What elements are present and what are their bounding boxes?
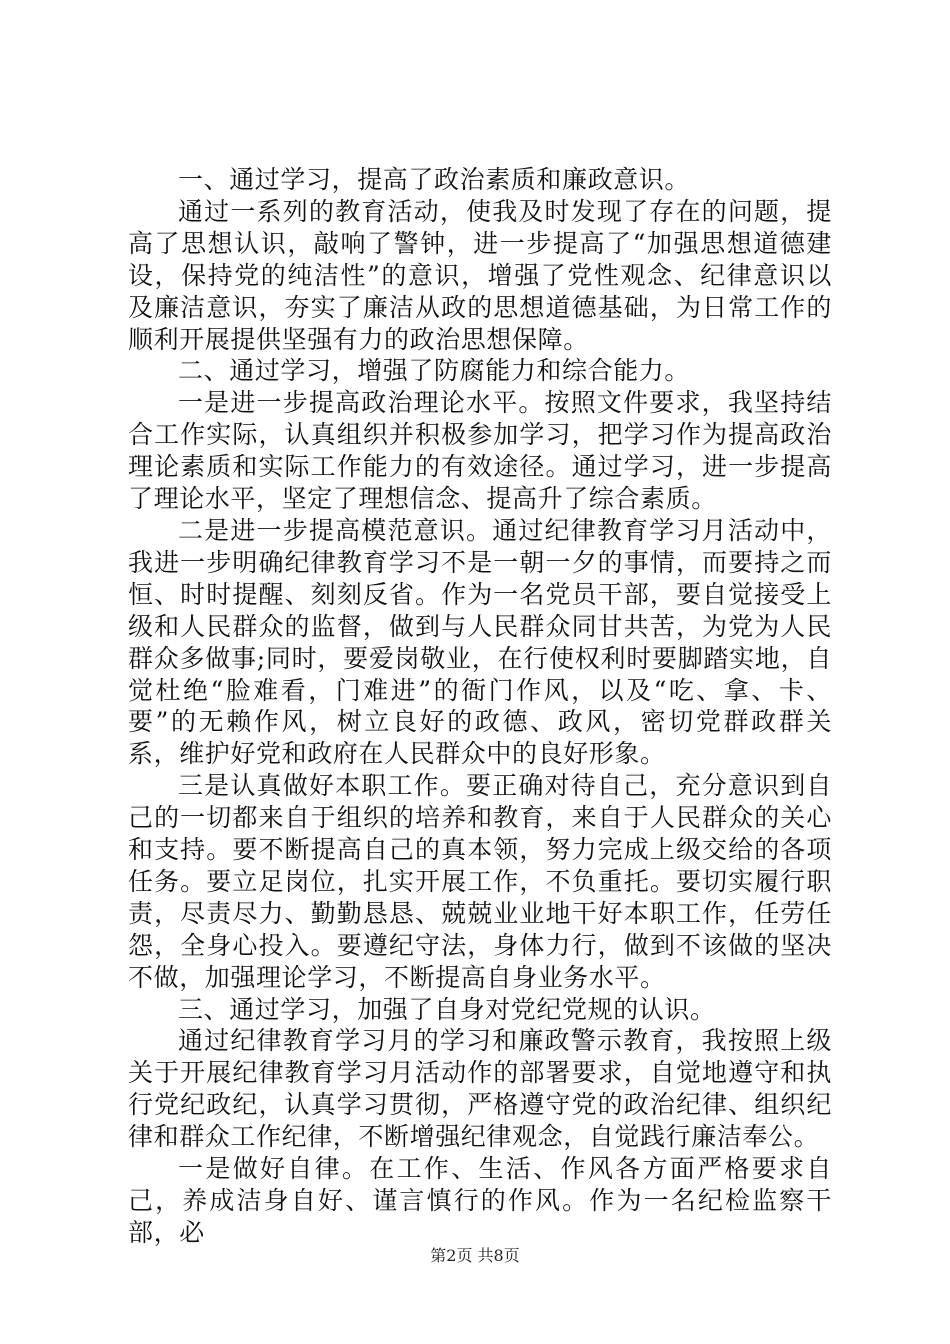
section-heading-3: 三、通过学习，加强了自身对党纪党规的认识。 [178,994,716,1024]
section-heading-1: 一、通过学习，提高了政治素质和廉政意识。 [178,165,691,194]
page-footer: 第2页 共8页 [430,1246,520,1265]
paragraph: 通过一系列的教育活动，使我及时发现了存在的问题，提高了思想认识，敲响了警钟，进一步提高了“加强思想道德建设，保持党的纯洁性”的意识，增强了党性观念、纪律意识以及廉洁意识，夯实了廉洁从政的思想道德基础，为日常工作的顺利开展提供坚强有力的政治思想保障。 [128,196,832,354]
paragraph: 一是进一步提高政治理论水平。按照文件要求，我坚持结合工作实际，认真组织并积极参加学习，把学习作为提高政治理论素质和实际工作能力的有效途径。通过学习，进一步提高了理论水平，坚定了理想信念、提高升了综合素质。 [128,388,832,514]
paragraph: 三是认真做好本职工作。要正确对待自己，充分意识到自己的一切都来自于组织的培养和教育，来自于人民群众的关心和支持。要不断提高自己的真本领，努力完成上级交给的各项任务。要立足岗位，扎实开展工作，不负重托。要切实履行职责，尽责尽力、勤勤恳恳、兢兢业业地干好本职工作，任劳任怨，全身心投入。要遵纪守法，身体力行，做到不该做的坚决不做，加强理论学习，不断提高自身业务水平。 [128,771,832,992]
document-body [128,164,832,1249]
section-heading-2: 二、通过学习，增强了防腐能力和综合能力。 [178,356,691,386]
paragraph: 二是进一步提高模范意识。通过纪律教育学习月活动中，我进一步明确纪律教育学习不是一朝一夕的事情，而要持之而恒、时时提醒、刻刻反省。作为一名党员干部，要自觉接受上级和人民群众的监督，做到与人民群众同甘共苦，为党为人民群众多做事;同时，要爱岗敬业，在行使权利时要脚踏实地，自觉杜绝“脸难看，门难进”的衙门作风，以及“吃、拿、卡、要”的无赖作风，树立良好的政德、政风，密切党群政群关系，维护好党和政府在人民群众中的良好形象。 [128,515,832,769]
paragraph: 一是做好自律。在工作、生活、作风各方面严格要求自己，养成洁身自好、谨言慎行的作风。作为一名纪检监察干部，必 [128,1154,832,1247]
paragraph: 通过纪律教育学习月的学习和廉政警示教育，我按照上级关于开展纪律教育学习月活动作的部署要求，自觉地遵守和执行党纪政纪，认真学习贯彻，严格遵守党的政治纪律、组织纪律和群众工作纪律，不断增强纪律观念，自觉践行廉洁奉公。 [128,1026,832,1152]
